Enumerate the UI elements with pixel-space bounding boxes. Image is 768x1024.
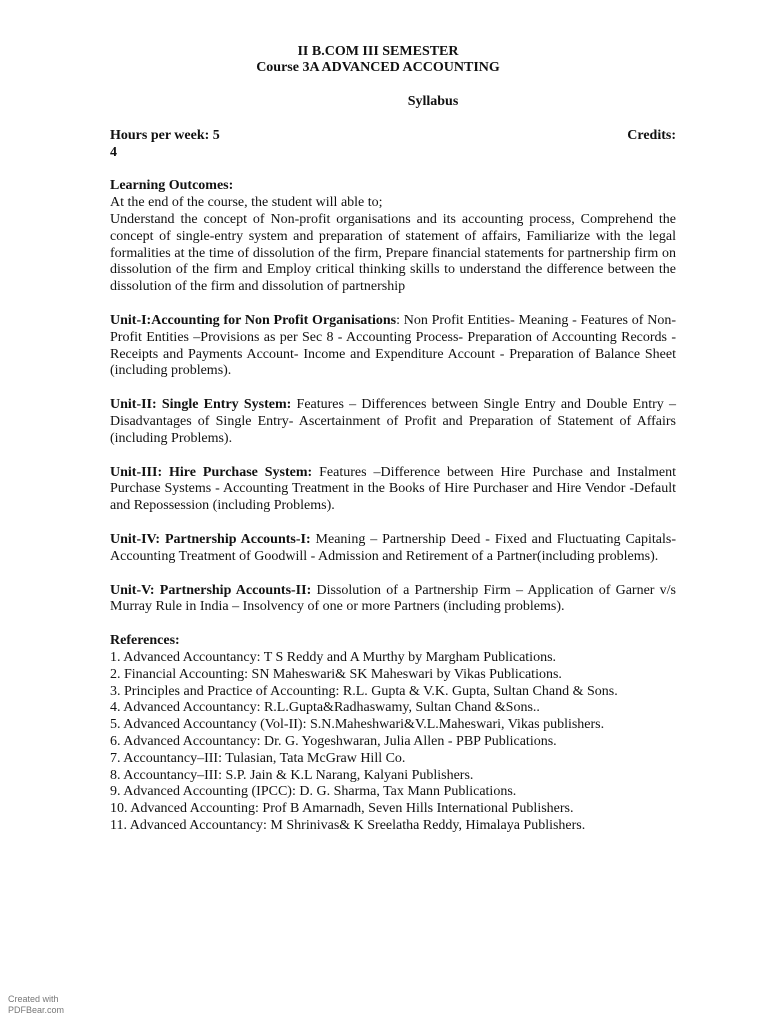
unit-5-body: Dissolution of a Partnership Firm – Application of Garner v/s Murray Rule in India – Insolvency of one or more Partners (including problems).	[110, 582, 676, 615]
semester-title: II B.COM III SEMESTER	[297, 44, 459, 59]
unit-2	[110, 397, 676, 447]
reference-item: 10. Advanced Accounting: Prof B Amarnadh, Seven Hills International Publishers.	[110, 801, 574, 817]
unit-3-title: Unit-III: Hire Purchase System:	[110, 464, 313, 480]
course-header	[110, 44, 676, 76]
unit-1-body: : Non Profit Entities- Meaning - Features of Non-Profit Entities –Provisions as per Sec 8 - Accounting Process- Preparation of Accounting Records - Receipts and Payments Account- Income and Expenditure Account - Preparation of Balance Sheet (including problems).	[110, 312, 676, 379]
unit-5	[110, 583, 676, 617]
unit-2-title: Unit-II: Single Entry System:	[110, 397, 292, 413]
reference-item: 7. Accountancy–III: Tulasian, Tata McGraw Hill Co.	[110, 750, 406, 766]
learning-outcomes-body: Understand the concept of Non-profit organisations and its accounting process, Comprehend the concept of single-entry system and preparation of statement of affairs, Familiarize with the legal formalities at the time of dissolution of the firm, Prepare financial statements for partnership firm on dissolution of the firm and Employ critical thinking skills to understand the difference between the dissolution of the firm and dissolution of partnership	[110, 211, 676, 295]
unit-1-title: Unit-I:Accounting for Non Profit Organisations	[110, 312, 397, 328]
reference-item: 1. Advanced Accountancy: T S Reddy and A Murthy by Margham Publications.	[110, 649, 557, 665]
unit-5-title: Unit-V: Partnership Accounts-II:	[110, 582, 312, 598]
watermark-line-1: Created with	[8, 994, 59, 1004]
unit-4	[110, 532, 676, 566]
unit-4-title: Unit-IV: Partnership Accounts-I:	[110, 531, 311, 547]
references-list	[110, 650, 676, 835]
unit-1	[110, 313, 676, 380]
watermark-line-2: PDFBear.com	[8, 1005, 65, 1015]
reference-item: 11. Advanced Accountancy: M Shrinivas& K Sreelatha Reddy, Himalaya Publishers.	[110, 817, 586, 833]
reference-item: 5. Advanced Accountancy (Vol-II): S.N.Maheshwari&V.L.Maheswari, Vikas publishers.	[110, 717, 605, 733]
learning-outcomes-section	[110, 178, 676, 296]
course-title: Course 3A ADVANCED ACCOUNTING	[256, 60, 500, 75]
credits-label: Credits:	[627, 127, 676, 143]
unit-3-body: Features –Difference between Hire Purchase and Instalment Purchase Systems - Accounting Treatment in the Books of Hire Purchaser and Hire Vendor -Default and Repossession (including Problems).	[110, 464, 676, 514]
unit-4-body: Meaning – Partnership Deed - Fixed and Fluctuating Capitals-Accounting Treatment of Goodwill - Admission and Retirement of a Partner(including problems).	[110, 531, 676, 564]
reference-item: 6. Advanced Accountancy: Dr. G. Yogeshwaran, Julia Allen - PBP Publications.	[110, 733, 557, 749]
references-section	[110, 633, 676, 835]
references-heading: References:	[110, 633, 180, 649]
reference-item: 2. Financial Accounting: SN Maheswari& SK Maheswari by Vikas Publications.	[110, 666, 562, 682]
syllabus-heading: Syllabus	[407, 94, 459, 109]
reference-item: 3. Principles and Practice of Accounting: R.L. Gupta & V.K. Gupta, Sultan Chand & Sons.	[110, 683, 618, 699]
reference-item: 8. Accountancy–III: S.P. Jain & K.L Narang, Kalyani Publishers.	[110, 767, 474, 783]
reference-item: 4. Advanced Accountancy: R.L.Gupta&Radhaswamy, Sultan Chand &Sons..	[110, 700, 540, 716]
learning-outcomes-intro: At the end of the course, the student will able to;	[110, 195, 383, 211]
hours-credits-row	[110, 128, 676, 145]
hours-per-week: Hours per week: 5	[110, 127, 220, 143]
unit-2-body: Features – Differences between Single Entry and Double Entry –Disadvantages of Single Entry- Ascertainment of Profit and Preparation of Statement of Affairs (including Problems).	[110, 397, 677, 446]
pdfbear-watermark	[8, 994, 64, 1016]
credits-value: 4	[110, 144, 117, 160]
learning-outcomes-heading: Learning Outcomes:	[110, 178, 234, 194]
document-page	[110, 44, 676, 835]
reference-item: 9. Advanced Accounting (IPCC): D. G. Sharma, Tax Mann Publications.	[110, 784, 517, 800]
unit-3	[110, 465, 676, 515]
